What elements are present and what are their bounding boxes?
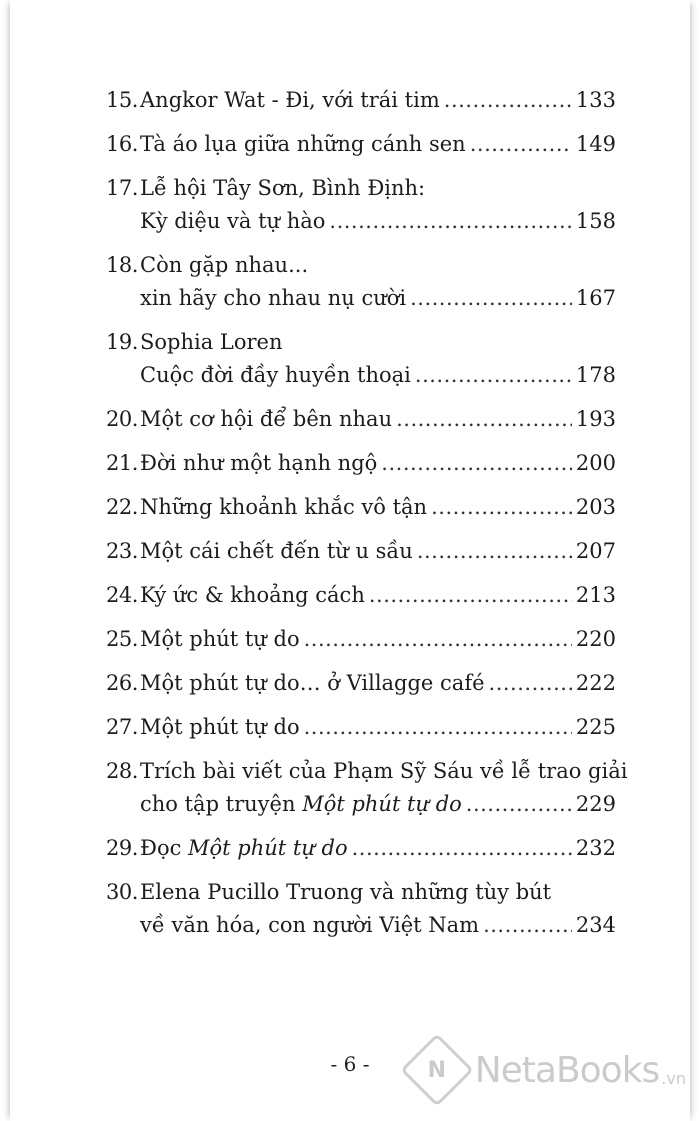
toc-entry-line: [106, 172, 616, 205]
toc-entry-page: 222: [575, 671, 616, 695]
toc-entry-italic-title: Một phút tự do: [188, 836, 348, 860]
toc-entry: [106, 403, 616, 436]
book-page: [10, 0, 690, 1121]
toc-entry-line: [106, 876, 616, 909]
toc-entry-number: 19.: [106, 330, 138, 354]
toc-entry-title: Đọc Một phút tự do: [140, 836, 348, 860]
toc-entry: [106, 249, 616, 315]
toc-entry-number: 20.: [106, 407, 138, 431]
toc-entry-line: [106, 447, 616, 480]
toc-entry-title: Còn gặp nhau...: [140, 253, 309, 277]
toc-leader-dots: [444, 84, 572, 117]
toc-entry-title: Một phút tự do… ở Villagge café: [140, 671, 485, 695]
toc-entry: [106, 667, 616, 700]
toc-entry-title: Trích bài viết của Phạm Sỹ Sáu về lễ trao giải: [140, 759, 628, 783]
toc-entry-italic-title: Một phút tự do: [302, 792, 462, 816]
toc-entry-page: 207: [575, 539, 616, 563]
toc-entry: [106, 711, 616, 744]
toc-entry-title: Sophia Loren: [140, 330, 283, 354]
toc-entry-title: Một phút tự do: [140, 715, 300, 739]
toc-entry-line: [106, 788, 616, 821]
toc-entry-line: [106, 491, 616, 524]
toc-entry-line: [106, 359, 616, 392]
toc-entry-number: 28.: [106, 759, 138, 783]
toc-entry-page: 232: [575, 836, 616, 860]
toc-entry-title: Angkor Wat - Đi, với trái tim: [140, 88, 440, 112]
toc-leader-dots: [304, 711, 572, 744]
toc-entry-number: 17.: [106, 176, 138, 200]
toc-entry-title: Đời như một hạnh ngộ: [140, 451, 378, 475]
toc-entry-number: 21.: [106, 451, 138, 475]
toc-leader-dots: [489, 667, 572, 700]
toc-entry: [106, 128, 616, 161]
toc-entry: [106, 535, 616, 568]
toc-entry-number: 30.: [106, 880, 138, 904]
toc-entry-number: 16.: [106, 132, 138, 156]
toc-leader-dots: [352, 832, 572, 865]
toc-leader-dots: [329, 205, 572, 238]
toc-entry-page: 234: [575, 913, 616, 937]
toc-entry-page: 213: [575, 583, 616, 607]
toc-entry-number: 26.: [106, 671, 138, 695]
toc-entry: [106, 326, 616, 392]
toc-entry-line: [106, 326, 616, 359]
toc-leader-dots: [369, 579, 572, 612]
toc-entry: [106, 447, 616, 480]
toc-entry: [106, 832, 616, 865]
toc-entry-page: 158: [575, 209, 616, 233]
toc-entry-line: [106, 282, 616, 315]
toc-entry-line: [106, 832, 616, 865]
toc-leader-dots: [470, 128, 572, 161]
toc-entry-number: 25.: [106, 627, 138, 651]
toc-entry-title: Một cái chết đến từ u sầu: [140, 539, 413, 563]
toc-entry-line: [106, 128, 616, 161]
toc-entry-number: 22.: [106, 495, 138, 519]
toc-entry-line: [106, 711, 616, 744]
toc-leader-dots: [410, 282, 572, 315]
toc-entry-page: 229: [575, 792, 616, 816]
toc-entry-number: 15.: [106, 88, 138, 112]
toc-leader-dots: [466, 788, 572, 821]
toc-entry: [106, 172, 616, 238]
toc-entry-line: [106, 205, 616, 238]
toc-entry-line: [106, 623, 616, 656]
toc-leader-dots: [415, 359, 572, 392]
toc-entry-line: [106, 909, 616, 942]
toc-entry-line: [106, 535, 616, 568]
toc-entry-page: 178: [575, 363, 616, 387]
watermark-brand: NetaBooks: [474, 1049, 660, 1091]
toc-leader-dots: [417, 535, 572, 568]
watermark-suffix: .vn: [661, 1069, 686, 1088]
toc-entry-title: Elena Pucillo Truong và những tùy bút: [140, 880, 552, 904]
toc-entry: [106, 876, 616, 942]
toc-entry-number: 29.: [106, 836, 138, 860]
toc-entry-line: [106, 579, 616, 612]
toc-entry: [106, 755, 628, 821]
toc-leader-dots: [396, 403, 572, 436]
toc-entry: [106, 579, 616, 612]
toc-entry-page: 167: [575, 286, 616, 310]
toc-entry-line: [106, 403, 616, 436]
netabooks-logo-icon: N: [400, 1033, 474, 1107]
toc-entry: [106, 491, 616, 524]
toc-entry-page: 225: [575, 715, 616, 739]
toc-leader-dots: [304, 623, 572, 656]
toc-entry-title: Một cơ hội để bên nhau: [140, 407, 393, 431]
toc-entry-page: 200: [575, 451, 616, 475]
toc-entry-number: 24.: [106, 583, 138, 607]
toc-entry-title: Những khoảnh khắc vô tận: [140, 495, 428, 519]
toc-entry-page: 133: [575, 88, 616, 112]
toc-entry-line: [106, 84, 616, 117]
toc-entry-number: 18.: [106, 253, 138, 277]
toc-entry-title: cho tập truyện Một phút tự do: [140, 792, 462, 816]
toc-entry-title: Kỳ diệu và tự hào: [140, 209, 326, 233]
toc-leader-dots: [431, 491, 572, 524]
toc-entry-page: 193: [575, 407, 616, 431]
toc-entry-page: 220: [575, 627, 616, 651]
toc-entry-line: [106, 755, 628, 788]
toc-entry-title: Cuộc đời đầy huyền thoại: [140, 363, 411, 387]
toc-entry-line: [106, 249, 616, 282]
toc-entry: [106, 623, 616, 656]
toc-entry-number: 27.: [106, 715, 138, 739]
toc-entry-title: xin hãy cho nhau nụ cười: [140, 286, 407, 310]
toc-entry-title: về văn hóa, con người Việt Nam: [140, 913, 480, 937]
page-number: - 6 -: [330, 1052, 370, 1076]
toc-entry-title: Tà áo lụa giữa những cánh sen: [140, 132, 466, 156]
toc-entry-number: 23.: [106, 539, 138, 563]
toc-entry-page: 149: [575, 132, 616, 156]
toc-entry-line: [106, 667, 616, 700]
table-of-contents: [106, 84, 628, 953]
toc-leader-dots: [483, 909, 572, 942]
toc-entry-title: Một phút tự do: [140, 627, 300, 651]
toc-entry-title: Ký ức & khoảng cách: [140, 583, 365, 607]
toc-entry-title: Lễ hội Tây Sơn, Bình Định:: [140, 176, 426, 200]
toc-entry: [106, 84, 616, 117]
toc-entry-page: 203: [575, 495, 616, 519]
toc-leader-dots: [381, 447, 572, 480]
netabooks-watermark: [411, 1044, 686, 1096]
